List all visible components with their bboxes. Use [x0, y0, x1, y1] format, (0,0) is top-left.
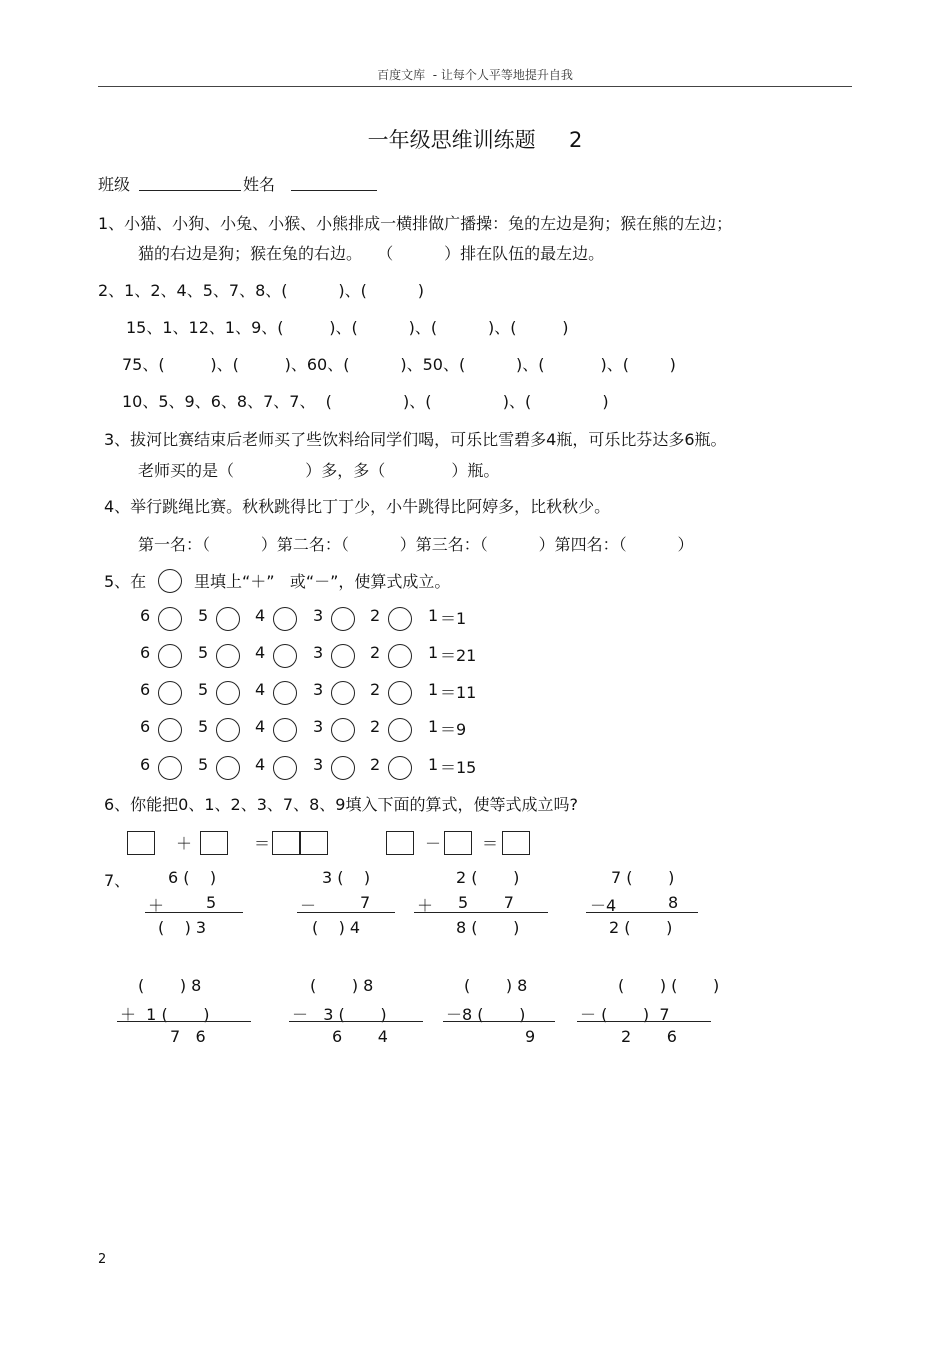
equals-sign-2: ＝ — [482, 834, 499, 853]
name-label: 姓名 — [243, 175, 276, 194]
equation-digit: 2 — [370, 755, 381, 774]
vertical-problem-6-middle: － 3 ( ) — [292, 1005, 387, 1024]
vertical-problem-6-top: ( ) 8 — [310, 976, 374, 995]
vertical-problem-8-middle: － ( ) 7 — [580, 1005, 670, 1024]
vertical-problem-8-rule — [577, 1021, 711, 1022]
question-2-line-4: 10、5、9、6、8、7、7、 ( )、( )、( ) — [122, 392, 609, 411]
vertical-problem-3-middle: 5 7 — [458, 893, 514, 912]
operator-circle[interactable] — [158, 607, 182, 631]
equation-digit: 2 — [370, 717, 381, 736]
equation-digit: 6 — [140, 680, 151, 699]
operator-circle[interactable] — [388, 756, 412, 780]
question-3-line-1: 3、拔河比赛结束后老师买了些饮料给同学们喝，可乐比雪碧多4瓶，可乐比芬达多6瓶。 — [104, 430, 727, 449]
class-label: 班级 — [98, 175, 131, 194]
vertical-problem-5-top: ( ) 8 — [138, 976, 202, 995]
equation-last-digit: 1 — [428, 717, 439, 736]
vertical-problem-4-rule — [586, 912, 698, 913]
question-2-line-3: 75、( )、( )、60、( )、50、( )、( )、( ) — [122, 355, 676, 374]
equation-digit: 3 — [313, 717, 324, 736]
answer-box-4[interactable] — [300, 831, 328, 855]
vertical-problem-5-bottom: 7 6 — [170, 1027, 206, 1046]
operator-circle[interactable] — [216, 756, 240, 780]
equation-digit: 2 — [370, 680, 381, 699]
operator-circle[interactable] — [216, 681, 240, 705]
operator-circle[interactable] — [273, 681, 297, 705]
operator-circle[interactable] — [216, 718, 240, 742]
vertical-problem-2-middle: 7 — [360, 893, 371, 912]
vertical-problem-1-bottom: ( ) 3 — [158, 918, 207, 937]
equation-last-digit: 1 — [428, 680, 439, 699]
answer-box-2[interactable] — [200, 831, 228, 855]
plus-sign: ＋ — [176, 834, 193, 853]
answer-box-7[interactable] — [502, 831, 530, 855]
equation-digit: 5 — [198, 755, 209, 774]
operator-circle[interactable] — [216, 644, 240, 668]
operator-circle[interactable] — [388, 607, 412, 631]
operator-circle[interactable] — [273, 607, 297, 631]
question-1-line-2: 猫的右边是狗；猴在兔的右边。 （ ）排在队伍的最左边。 — [138, 244, 605, 263]
vertical-problem-8-bottom: 2 6 — [621, 1027, 677, 1046]
equation-result: ＝9 — [440, 720, 467, 739]
operator-circle[interactable] — [158, 756, 182, 780]
equation-digit: 4 — [255, 643, 266, 662]
equation-result: ＝1 — [440, 609, 467, 628]
operator-circle[interactable] — [158, 644, 182, 668]
question-5-intro-b: 里填上“＋” 或“－”，使算式成立。 — [194, 572, 451, 591]
equation-digit: 5 — [198, 717, 209, 736]
vertical-problem-2-operator: － — [300, 896, 317, 915]
page-header: 百度文库 - 让每个人平等地提升自我 — [377, 68, 573, 82]
equation-digit: 6 — [140, 755, 151, 774]
operator-circle[interactable] — [331, 756, 355, 780]
equation-digit: 4 — [255, 717, 266, 736]
vertical-problem-4-top: 7 ( ) — [611, 868, 675, 887]
vertical-problem-7-rule — [443, 1021, 555, 1022]
equation-digit: 3 — [313, 680, 324, 699]
equation-last-digit: 1 — [428, 755, 439, 774]
question-6-text: 6、你能把0、1、2、3、7、8、9填入下面的算式，使等式成立吗? — [104, 795, 578, 814]
question-4-line-1: 4、举行跳绳比赛。秋秋跳得比丁丁少，小牛跳得比阿婷多，比秋秋少。 — [104, 497, 611, 516]
equation-digit: 6 — [140, 717, 151, 736]
operator-circle[interactable] — [273, 718, 297, 742]
equation-last-digit: 1 — [428, 643, 439, 662]
vertical-problem-7-middle: －8 ( ) — [446, 1005, 526, 1024]
equation-digit: 6 — [140, 606, 151, 625]
equation-digit: 2 — [370, 643, 381, 662]
vertical-problem-5-rule — [117, 1021, 251, 1022]
operator-circle[interactable] — [216, 607, 240, 631]
answer-box-5[interactable] — [386, 831, 414, 855]
question-3-line-2: 老师买的是（ ）多，多（ ）瓶。 — [138, 461, 500, 480]
question-4-line-2: 第一名：（ ）第二名：（ ）第三名：（ ）第四名：（ ） — [138, 535, 694, 554]
vertical-problem-6-rule — [289, 1021, 423, 1022]
operator-circle[interactable] — [331, 718, 355, 742]
equation-digit: 3 — [313, 606, 324, 625]
vertical-problem-8-top: ( ) ( ) — [618, 976, 720, 995]
equation-last-digit: 1 — [428, 606, 439, 625]
question-2-line-2: 15、1、12、1、9、( )、( )、( )、( ) — [126, 318, 569, 337]
operator-circle[interactable] — [388, 644, 412, 668]
operator-circle[interactable] — [331, 644, 355, 668]
vertical-problem-3-bottom: 8 ( ) — [456, 918, 520, 937]
vertical-problem-3-top: 2 ( ) — [456, 868, 520, 887]
operator-circle[interactable] — [388, 718, 412, 742]
class-blank[interactable] — [139, 190, 241, 191]
vertical-problem-1-operator: ＋ — [148, 896, 165, 915]
vertical-problem-1-middle: 5 — [206, 893, 217, 912]
operator-circle[interactable] — [331, 681, 355, 705]
vertical-problem-4-middle: 8 — [668, 893, 679, 912]
equation-digit: 5 — [198, 606, 209, 625]
equation-digit: 2 — [370, 606, 381, 625]
question-2-line-1: 2、1、2、4、5、7、8、( )、( ) — [98, 281, 424, 300]
operator-circle[interactable] — [388, 681, 412, 705]
worksheet-title: 一年级思维训练题 2 — [367, 128, 583, 152]
operator-circle[interactable] — [273, 756, 297, 780]
question-7-label: 7、 — [104, 871, 131, 890]
equation-digit: 6 — [140, 643, 151, 662]
equals-sign-1: ＝ — [254, 834, 271, 853]
equation-result: ＝11 — [440, 683, 477, 702]
answer-box-3[interactable] — [272, 831, 300, 855]
vertical-problem-5-middle: ＋ 1 ( ) — [120, 1005, 210, 1024]
vertical-problem-2-top: 3 ( ) — [322, 868, 371, 887]
answer-box-6[interactable] — [444, 831, 472, 855]
equation-digit: 5 — [198, 680, 209, 699]
vertical-problem-7-top: ( ) 8 — [464, 976, 528, 995]
operator-circle-example — [158, 569, 182, 593]
vertical-problem-6-bottom: 6 4 — [332, 1027, 388, 1046]
question-1-line-1: 1、小猫、小狗、小兔、小猴、小熊排成一横排做广播操：兔的左边是狗；猴在熊的左边； — [98, 214, 733, 233]
operator-circle[interactable] — [158, 718, 182, 742]
equation-digit: 5 — [198, 643, 209, 662]
name-blank[interactable] — [291, 190, 377, 191]
operator-circle[interactable] — [158, 681, 182, 705]
vertical-problem-4-bottom: 2 ( ) — [609, 918, 673, 937]
vertical-problem-1-rule — [145, 912, 243, 913]
question-5-intro-a: 5、在 — [104, 572, 147, 591]
vertical-problem-1-top: 6 ( ) — [168, 868, 217, 887]
equation-result: ＝15 — [440, 758, 477, 777]
equation-digit: 4 — [255, 755, 266, 774]
equation-digit: 3 — [313, 755, 324, 774]
vertical-problem-4-operator: －4 — [590, 896, 617, 915]
vertical-problem-3-operator: ＋ — [417, 896, 434, 915]
header-divider — [98, 86, 852, 87]
equation-digit: 4 — [255, 606, 266, 625]
equation-digit: 3 — [313, 643, 324, 662]
operator-circle[interactable] — [331, 607, 355, 631]
vertical-problem-7-bottom: 9 — [525, 1027, 536, 1046]
answer-box-1[interactable] — [127, 831, 155, 855]
vertical-problem-2-rule — [297, 912, 395, 913]
operator-circle[interactable] — [273, 644, 297, 668]
vertical-problem-3-rule — [414, 912, 548, 913]
page-number: 2 — [98, 1252, 107, 1267]
equation-digit: 4 — [255, 680, 266, 699]
minus-sign: － — [425, 834, 442, 853]
equation-result: ＝21 — [440, 646, 477, 665]
vertical-problem-2-bottom: ( ) 4 — [312, 918, 361, 937]
